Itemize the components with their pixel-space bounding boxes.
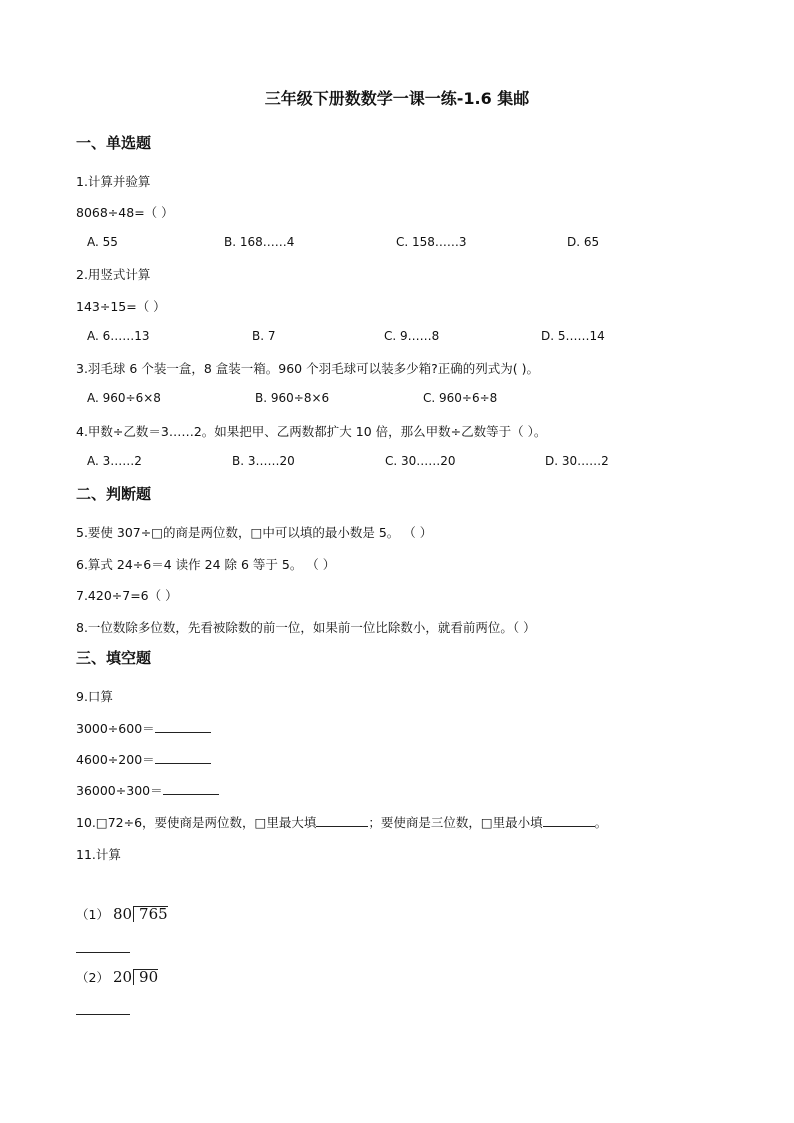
question-4-option-a[interactable]: A. 3……2 <box>87 454 142 468</box>
question-9-item-2-expr: 4600÷200＝ <box>76 752 155 767</box>
question-4-stem: 4.甲数÷乙数＝3……2。如果把甲、乙两数都扩大 10 倍，那么甲数÷乙数等于（ ）。 <box>76 424 547 439</box>
question-2-option-a[interactable]: A. 6……13 <box>87 329 150 343</box>
dividend: 90 <box>133 969 158 985</box>
question-9-item-2 <box>76 750 211 768</box>
question-9-item-1-expr: 3000÷600＝ <box>76 721 155 736</box>
answer-blank[interactable] <box>543 814 595 827</box>
question-10-part-1: 10.□72÷6，要使商是两位数，□里最大填 <box>76 815 317 830</box>
question-1-option-c[interactable]: C. 158……3 <box>396 235 467 249</box>
question-1-stem: 1.计算并验算 <box>76 174 151 189</box>
answer-line[interactable] <box>76 952 130 953</box>
dividend: 765 <box>133 906 168 922</box>
question-2-option-d[interactable]: D. 5……14 <box>541 329 605 343</box>
question-3-option-a[interactable]: A. 960÷6×8 <box>87 391 161 405</box>
divisor: 20 <box>112 968 133 986</box>
question-11-item-2 <box>76 968 158 986</box>
question-7: 7.420÷7=6（ ） <box>76 588 178 603</box>
question-11-stem: 11.计算 <box>76 847 121 862</box>
answer-line[interactable] <box>76 1014 130 1015</box>
question-1-option-d[interactable]: D. 65 <box>567 235 600 249</box>
divisor: 80 <box>112 905 133 923</box>
question-9-item-1 <box>76 719 211 737</box>
question-9-item-3 <box>76 781 219 799</box>
long-division-2 <box>113 968 158 986</box>
question-11-item-1-label: （1） <box>76 907 109 922</box>
section-heading-single-choice: 一、单选题 <box>76 134 152 152</box>
question-5: 5.要使 307÷□的商是两位数，□中可以填的最小数是 5。 （ ） <box>76 525 433 540</box>
question-4-option-c[interactable]: C. 30……20 <box>385 454 456 468</box>
long-division-1 <box>113 905 168 923</box>
question-11-item-1 <box>76 905 168 923</box>
page-title: 三年级下册数数学一课一练-1.6 集邮 <box>264 89 530 108</box>
question-1-option-a[interactable]: A. 55 <box>87 235 118 249</box>
answer-blank[interactable] <box>155 751 211 764</box>
question-3-option-c[interactable]: C. 960÷6÷8 <box>423 391 498 405</box>
question-4-option-d[interactable]: D. 30……2 <box>545 454 609 468</box>
question-6: 6.算式 24÷6＝4 读作 24 除 6 等于 5。 （ ） <box>76 557 336 572</box>
question-4-option-b[interactable]: B. 3……20 <box>232 454 295 468</box>
question-10-part-2: ；要使商是三位数，□里最小填 <box>368 815 543 830</box>
question-9-item-3-expr: 36000÷300＝ <box>76 783 163 798</box>
question-2-option-c[interactable]: C. 9……8 <box>384 329 440 343</box>
answer-blank[interactable] <box>155 720 211 733</box>
question-2-expression: 143÷15=（ ） <box>76 299 166 314</box>
question-10-part-3: 。 <box>594 815 608 830</box>
question-1-expression: 8068÷48=（ ） <box>76 205 174 220</box>
section-heading-fill-in: 三、填空题 <box>76 649 152 667</box>
question-2-option-b[interactable]: B. 7 <box>252 329 276 343</box>
answer-blank[interactable] <box>316 814 368 827</box>
question-11-item-2-label: （2） <box>76 970 109 985</box>
question-1-option-b[interactable]: B. 168……4 <box>224 235 295 249</box>
answer-blank[interactable] <box>163 782 219 795</box>
section-heading-true-false: 二、判断题 <box>76 485 152 503</box>
question-3-stem: 3.羽毛球 6 个装一盒，8 盒装一箱。960 个羽毛球可以装多少箱?正确的列式为( )。 <box>76 361 539 376</box>
question-8: 8.一位数除多位数，先看被除数的前一位，如果前一位比除数小，就看前两位。（ ） <box>76 620 536 635</box>
question-9-stem: 9.口算 <box>76 689 113 704</box>
question-2-stem: 2.用竖式计算 <box>76 267 151 282</box>
question-10 <box>76 813 607 831</box>
question-3-option-b[interactable]: B. 960÷8×6 <box>255 391 330 405</box>
